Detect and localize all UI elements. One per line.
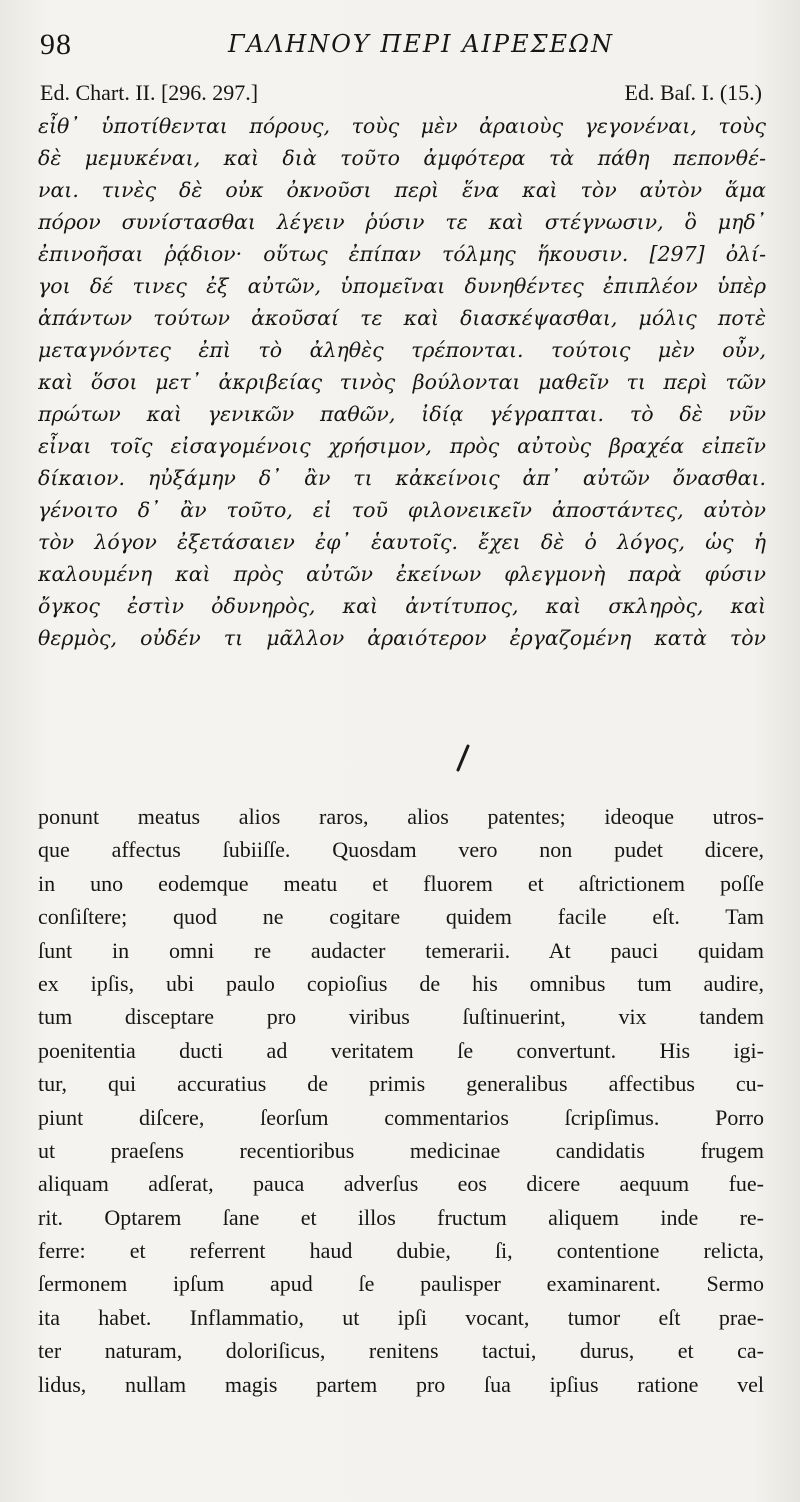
greek-text-line: δὲ μεμυκέναι, καὶ διὰ τοῦτο ἀμφότερα τὰ πάθη πεπονθέ- [38,146,766,170]
latin-text-line: ſunt in omni re audacter temerarii. At pauci quidam [38,937,764,963]
edition-reference-chartier: Ed. Chart. II. [296. 297.] [40,80,259,105]
latin-text-line: in uno eodemque meatu et fluorem et aſtrictionem poſſe [38,870,764,896]
latin-text-line: ita habet. Inflammatio, ut ipſi vocant, tumor eſt prae- [38,1304,764,1330]
greek-text-line: καλουμένη καὶ πρὸς αὐτῶν ἐκείνων φλεγμονὴ παρὰ φύσιν [38,562,766,586]
latin-text-line: tur, qui accuratius de primis generalibus affectibus cu- [38,1071,764,1097]
greek-text-block [38,110,766,654]
greek-text-line: εἶθ᾽ ὑποτίθενται πόρους, τοὺς μὲν ἀραιοὺς γεγονέναι, τοὺς [38,114,766,138]
running-title: ΓΑΛΗΝΟΥ ΠΕΡΙ ΑΙΡΕΣΕΩΝ [228,30,614,58]
greek-text-line: γένοιτο δ᾽ ἂν τοῦτο, εἰ τοῦ φιλονεικεῖν ἀποστάντες, αὐτὸν [38,498,766,522]
latin-text-line: que affectus ſubiiſſe. Quosdam vero non pudet dicere, [38,837,764,863]
latin-text-line: aliquam adſerat, pauca adverſus eos dicere aequum fue- [38,1171,764,1197]
latin-text-line: ferre: et referrent haud dubie, ſi, contentione relicta, [38,1238,764,1264]
latin-text-line: ex ipſis, ubi paulo copioſius de his omnibus tum audire, [38,970,764,996]
latin-text-line: poenitentia ducti ad veritatem ſe convertunt. His igi- [38,1037,764,1063]
greek-text-line: ἁπάντων τούτων ἀκοῦσαί τε καὶ διασκέψασθαι, μόλις ποτὲ [38,306,766,330]
greek-text-line: μεταγνόντες ἐπὶ τὸ ἀληθὲς τρέπονται. τούτοις μὲν οὖν, [38,338,766,362]
greek-text-line: πρώτων καὶ γενικῶν παθῶν, ἰδίᾳ γέγραπται. τὸ δὲ νῦν [38,402,766,426]
greek-text-line: δίκαιον. ηὐξάμην δ᾽ ἂν τι κἀκείνοις ἀπ᾽ αὐτῶν ὄνασθαι. [38,466,766,490]
greek-text-line: πόρον συνίστασθαι λέγειν ῥύσιν τε καὶ στέγνωσιν, ὃ μηδ᾽ [38,210,766,234]
page-number: 98 [40,28,72,61]
greek-text-line: ὄγκος ἐστὶν ὀδυνηρὸς, καὶ ἀντίτυπος, καὶ σκληρὸς, καὶ [38,594,766,618]
greek-text-line: γοι δέ τινες ἐξ αὐτῶν, ὑπομεῖναι δυνηθέντες ἐπιπλέον ὑπὲρ [38,274,766,298]
latin-text-line: ſermonem ipſum apud ſe paulisper examinarent. Sermo [38,1271,764,1297]
latin-text-block [38,800,764,1401]
greek-text-line: θερμὸς, οὐδέν τι μᾶλλον ἀραιότερον ἐργαζομένη κατὰ τὸν [38,626,766,650]
latin-text-line: rit. Optarem ſane et illos fructum aliquem inde re- [38,1204,764,1230]
printer-mark-icon [452,744,474,772]
latin-text-line: ter naturam, doloriſicus, renitens tactui, durus, et ca- [38,1338,764,1364]
greek-text-line: ναι. τινὲς δὲ οὐκ ὀκνοῦσι περὶ ἕνα καὶ τὸν αὐτὸν ἅμα [38,178,766,202]
latin-text-line: ponunt meatus alios raros, alios patentes; ideoque utros- [38,804,764,829]
latin-text-line: tum disceptare pro viribus ſuſtinuerint, vix tandem [38,1004,764,1030]
greek-text-line: καὶ ὅσοι μετ᾽ ἀκριβείας τινὸς βούλονται μαθεῖν τι περὶ τῶν [38,370,766,394]
greek-text-line: τὸν λόγον ἐξετάσαιεν ἐφ᾽ ἑαυτοῖς. ἔχει δὲ ὁ λόγος, ὡς ἡ [38,530,766,554]
greek-text-line: ἐπινοῆσαι ῥᾴδιον· οὕτως ἐπίπαν τόλμης ἥκουσιν. [297] ὀλί- [38,242,766,266]
greek-text-line: εἶναι τοῖς εἰσαγομένοις χρήσιμον, πρὸς αὐτοὺς βραχέα εἰπεῖν [38,434,766,458]
latin-text-line: conſiſtere; quod ne cogitare quidem facile eſt. Tam [38,904,764,930]
edition-reference-basel: Ed. Baſ. I. (15.) [624,80,762,105]
latin-text-line: ut praeſens recentioribus medicinae candidatis frugem [38,1137,764,1163]
latin-text-line: piunt diſcere, ſeorſum commentarios ſcripſimus. Porro [38,1104,764,1130]
latin-text-line: lidus, nullam magis partem pro ſua ipſius ratione vel [38,1371,764,1397]
